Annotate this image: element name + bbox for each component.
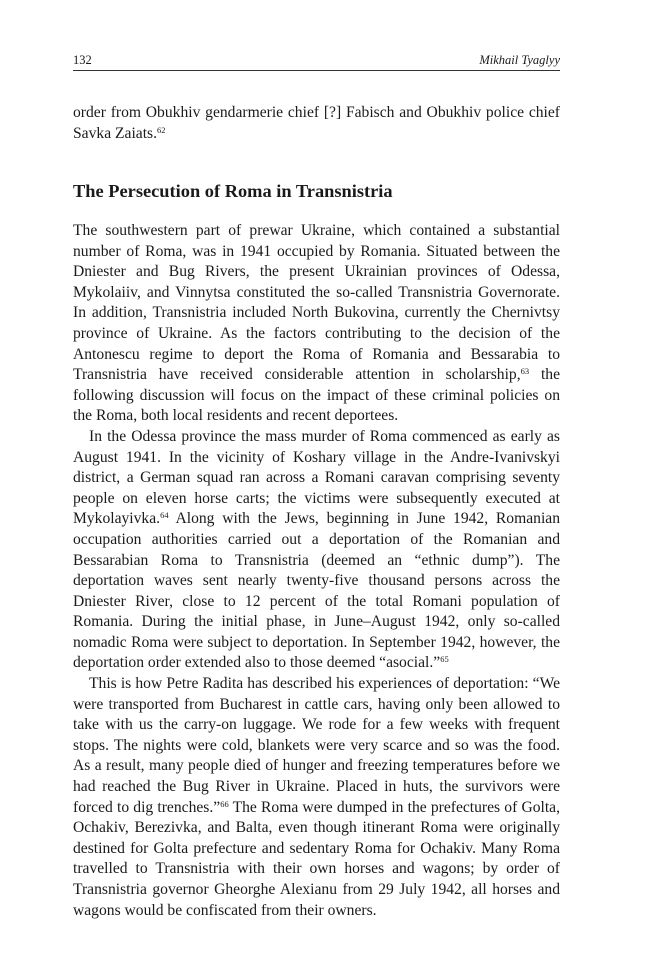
- page-number: 132: [73, 53, 92, 67]
- section-body: [73, 221, 560, 921]
- footnote-ref-65[interactable]: 65: [440, 654, 449, 665]
- paragraph-3: [73, 674, 560, 921]
- paragraph-2-text-b: Along with the Jews, beginning in June 1942, Romanian occupation authorities carried out a deportation of the Romanian and Bessarabian Roma to Transnistria (deemed an “ethnic dump”). The deportation waves sent nearly twenty-five thousand persons across the Dniester River, close to 12 percent of the total Romani population of Romania. During the initial phase, in June–August 1942, only so-called nomadic Roma were subject to deportation. In September 1942, however, the deportation order extended also to those deemed “asocial.”: [73, 510, 560, 672]
- paragraph-3-text-a: This is how Petre Radita has described his experiences of deportation: “We were transported from Bucharest in cattle cars, having only been allowed to take with us the carry-on luggage. We rode for a few weeks with frequent stops. The nights were cold, blankets were very scarce and so was the food. As a result, many people died of hunger and freezing temperatures before we had reached the Bug River in Ukraine. Placed in huts, the survivors were forced to dig trenches.”: [73, 675, 560, 816]
- running-head: [73, 50, 560, 71]
- footnote-ref-63[interactable]: 63: [520, 366, 530, 377]
- footnote-ref-64[interactable]: 64: [160, 510, 169, 521]
- paragraph-2: [73, 427, 560, 674]
- section-heading: The Persecution of Roma in Transnistria: [73, 181, 393, 201]
- paragraph-3-text-b: The Roma were dumped in the prefectures of Golta, Ochakiv, Berezivka, and Balta, even though itinerant Roma were originally destined for Golta prefecture and sedentary Roma for Ochakiv. Many Roma travelled to Transnistria with their own horses and wagons; by order of Transnistria governor Gheorghe Alexianu from 29 July 1942, all horses and wagons would be confiscated from their owners.: [73, 798, 560, 919]
- footnote-ref-62[interactable]: 62: [157, 124, 166, 135]
- opening-text: order from Obukhiv gendarmerie chief [?] Fabisch and Obukhiv police chief Savka Zaiats.: [73, 104, 560, 142]
- opening-paragraph: [73, 103, 560, 144]
- paragraph-1: [73, 221, 560, 427]
- paragraph-1-text-b: the following discussion will focus on the impact of these criminal policies on the Roma, both local residents and recent deportees.: [73, 366, 560, 425]
- footnote-ref-66[interactable]: 66: [220, 798, 229, 809]
- paragraph-1-text-a: The southwestern part of prewar Ukraine, which contained a substantial number of Roma, was in 1941 occupied by Romania. Situated between the Dniester and Bug Rivers, the present Ukrainian provinces of Odessa, Mykolaiiv, and Vinnytsa constituted the so-called Transnistria Governorate. In addition, Transnistria included North Bukovina, currently the Chernivtsy province of Ukraine. As the factors contributing to the decision of the Antonescu regime to deport the Roma of Romania and Bessarabia to Transnistria have received considerable attention in scholarship,: [73, 222, 560, 384]
- running-head-author: Mikhail Tyaglyy: [479, 53, 560, 67]
- paragraph-2-text-a: In the Odessa province the mass murder of Roma commenced as early as August 1941. In the vicinity of Koshary village in the Andre-Ivanivskyi district, a German squad ran across a Romani caravan comprising seventy people on eleven horse carts; the victims were subsequently executed at Mykolayivka.: [73, 427, 560, 528]
